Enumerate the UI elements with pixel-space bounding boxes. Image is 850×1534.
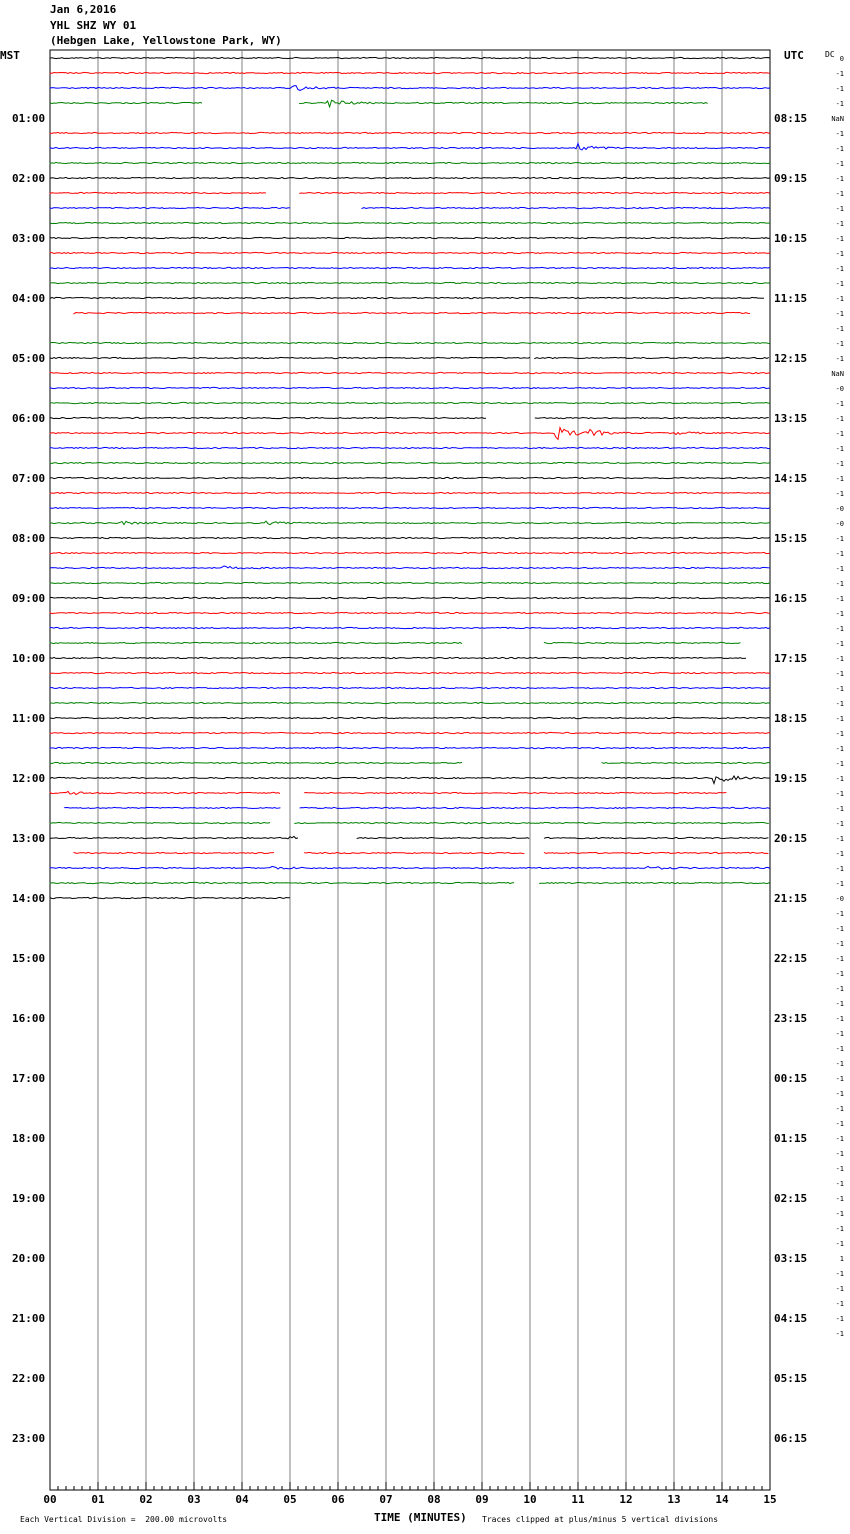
dc-offset-label: -1 (835, 595, 844, 603)
dc-offset-label: -1 (835, 835, 844, 843)
dc-offset-label: -1 (835, 445, 844, 453)
dc-offset-label: -1 (835, 415, 844, 423)
dc-offset-label: -1 (835, 550, 844, 558)
trace-line (64, 807, 280, 808)
utc-hour-label: 16:15 (774, 592, 808, 605)
mst-hour-label: 04:00 (12, 292, 46, 305)
trace-line (50, 762, 462, 763)
dc-offset-label: -1 (835, 175, 844, 183)
trace-line (50, 732, 770, 733)
x-tick-label: 08 (427, 1493, 441, 1506)
x-tick-label: 02 (139, 1493, 153, 1506)
trace-line (50, 866, 770, 869)
dc-offset-label: -1 (835, 910, 844, 918)
plot-date: Jan 6,2016 (50, 3, 117, 16)
station-location: (Hebgen Lake, Yellowstone Park, WY) (50, 34, 282, 47)
dc-offset-label: -1 (835, 490, 844, 498)
trace-line (535, 417, 769, 418)
dc-offset-label: -1 (835, 1060, 844, 1068)
trace-line (50, 86, 770, 91)
mst-hour-label: 08:00 (12, 532, 46, 545)
mst-hour-label: 05:00 (12, 352, 46, 365)
dc-offset-label: -1 (835, 160, 844, 168)
mst-axis-label: MST (0, 49, 20, 62)
trace-line (50, 791, 280, 794)
dc-offset-label: -1 (835, 220, 844, 228)
trace-line (50, 477, 770, 478)
mst-hour-label: 18:00 (12, 1132, 46, 1145)
dc-offset-label: -1 (835, 925, 844, 933)
dc-offset-label: -1 (835, 250, 844, 258)
trace-line (300, 100, 708, 107)
utc-hour-label: 10:15 (774, 232, 808, 245)
trace-line (74, 312, 750, 313)
clip-note: Traces clipped at plus/minus 5 vertical divisions (482, 1515, 719, 1524)
trace-line (50, 162, 770, 163)
trace-line (50, 552, 770, 553)
x-axis-title: TIME (MINUTES) (374, 1511, 467, 1524)
trace-line (50, 462, 770, 463)
utc-hour-label: 01:15 (774, 1132, 808, 1145)
dc-offset-label: -1 (835, 1105, 844, 1113)
dc-offset-label: -1 (835, 355, 844, 363)
utc-hour-label: 14:15 (774, 472, 808, 485)
trace-line (50, 507, 770, 508)
dc-offset-label: NaN (831, 115, 844, 123)
utc-hour-label: 00:15 (774, 1072, 808, 1085)
trace-line (50, 776, 770, 784)
x-tick-label: 05 (283, 1493, 297, 1506)
plot-frame (50, 50, 770, 1490)
dc-offset-label: 0 (839, 55, 844, 63)
utc-axis-label: UTC (784, 49, 804, 62)
dc-offset-label: -0 (835, 895, 844, 903)
trace-line (50, 207, 290, 208)
trace-line (50, 222, 770, 223)
mst-hour-label: 21:00 (12, 1312, 46, 1325)
dc-offset-label: -1 (835, 985, 844, 993)
mst-hour-label: 19:00 (12, 1192, 46, 1205)
trace-line (50, 192, 266, 193)
dc-offset-label: NaN (831, 370, 844, 378)
x-tick-label: 00 (43, 1493, 57, 1506)
utc-hour-label: 02:15 (774, 1192, 808, 1205)
x-tick-label: 01 (91, 1493, 105, 1506)
trace-line (50, 177, 770, 178)
dc-offset-label: -1 (835, 1000, 844, 1008)
trace-line (50, 521, 770, 525)
trace-line (50, 822, 270, 823)
dc-column-label: DC (825, 50, 835, 59)
dc-offset-label: -1 (835, 970, 844, 978)
trace-line (362, 207, 770, 208)
trace-line (50, 72, 770, 73)
x-tick-label: 14 (715, 1493, 729, 1506)
trace-line (50, 672, 770, 673)
trace-line (357, 837, 529, 838)
mst-hour-label: 12:00 (12, 772, 46, 785)
dc-offset-label: -1 (835, 70, 844, 78)
mst-hour-label: 20:00 (12, 1252, 46, 1265)
seismic-traces (50, 57, 770, 898)
mst-hour-label: 09:00 (12, 592, 46, 605)
trace-line (50, 342, 770, 343)
x-tick-label: 04 (235, 1493, 249, 1506)
mst-hour-label: 03:00 (12, 232, 46, 245)
x-tick-label: 13 (667, 1493, 681, 1506)
x-tick-label: 06 (331, 1493, 345, 1506)
mst-hour-label: 01:00 (12, 112, 46, 125)
dc-offset-label: -1 (835, 295, 844, 303)
dc-offset-label: -1 (835, 880, 844, 888)
utc-hour-label: 05:15 (774, 1372, 808, 1385)
trace-line (50, 237, 770, 238)
dc-offset-label: -1 (835, 430, 844, 438)
dc-offset-label: -1 (835, 1150, 844, 1158)
x-tick-label: 07 (379, 1493, 393, 1506)
dc-offset-label: -1 (835, 760, 844, 768)
trace-line (300, 807, 770, 808)
dc-offset-label: -1 (835, 580, 844, 588)
trace-line (602, 762, 770, 763)
trace-line (50, 492, 770, 493)
dc-offset-label: -1 (835, 310, 844, 318)
dc-offset-label: -1 (835, 730, 844, 738)
trace-line (50, 836, 298, 838)
utc-hour-label: 09:15 (774, 172, 808, 185)
dc-offset-label: -1 (835, 1300, 844, 1308)
dc-offset-label: -1 (835, 685, 844, 693)
dc-offset-label: -1 (835, 610, 844, 618)
dc-offset-label: -1 (835, 805, 844, 813)
dc-offset-labels (831, 55, 844, 1338)
dc-offset-label: -1 (835, 1120, 844, 1128)
trace-line (50, 747, 770, 748)
dc-offset-label: -1 (835, 400, 844, 408)
trace-line (50, 882, 514, 883)
trace-line (50, 566, 770, 569)
dc-offset-label: -1 (835, 1075, 844, 1083)
vertical-division-note: Each Vertical Division = 200.00 microvolts (20, 1515, 228, 1524)
dc-offset-label: -1 (835, 775, 844, 783)
dc-offset-label: -1 (835, 640, 844, 648)
utc-hour-label: 19:15 (774, 772, 808, 785)
trace-line (50, 144, 770, 150)
mst-hour-label: 10:00 (12, 652, 46, 665)
trace-line (304, 792, 726, 793)
trace-line (50, 702, 770, 703)
dc-offset-label: -1 (835, 1330, 844, 1338)
utc-hour-label: 23:15 (774, 1012, 808, 1025)
dc-offset-label: -1 (835, 820, 844, 828)
trace-line (50, 282, 770, 283)
trace-line (50, 537, 770, 538)
dc-offset-label: -1 (835, 340, 844, 348)
trace-line (50, 297, 764, 298)
mst-hour-label: 17:00 (12, 1072, 46, 1085)
dc-offset-label: -1 (835, 745, 844, 753)
dc-offset-label: -1 (835, 1240, 844, 1248)
trace-line (304, 852, 524, 853)
trace-line (50, 402, 770, 403)
trace-line (50, 252, 770, 253)
time-gridlines (50, 50, 770, 1490)
mst-hour-label: 13:00 (12, 832, 46, 845)
dc-offset-label: -1 (835, 715, 844, 723)
dc-offset-label: -1 (835, 565, 844, 573)
dc-offset-label: -1 (835, 190, 844, 198)
mst-hour-label: 14:00 (12, 892, 46, 905)
utc-hour-label: 20:15 (774, 832, 808, 845)
trace-line (50, 687, 770, 688)
utc-hour-label: 06:15 (774, 1432, 808, 1445)
trace-line (50, 267, 770, 268)
x-tick-label: 12 (619, 1493, 633, 1506)
x-axis (43, 1482, 776, 1506)
utc-hour-label: 11:15 (774, 292, 808, 305)
x-tick-label: 10 (523, 1493, 537, 1506)
dc-offset-label: -1 (835, 1195, 844, 1203)
dc-offset-label: -1 (835, 625, 844, 633)
dc-offset-label: -1 (835, 1045, 844, 1053)
mst-hour-label: 06:00 (12, 412, 46, 425)
utc-hour-label: 04:15 (774, 1312, 808, 1325)
dc-offset-label: -1 (835, 235, 844, 243)
dc-offset-label: 1 (839, 1255, 844, 1263)
mst-hour-label: 11:00 (12, 712, 46, 725)
dc-offset-label: -1 (835, 265, 844, 273)
dc-offset-label: -1 (835, 1225, 844, 1233)
trace-line (50, 447, 770, 448)
trace-line (50, 582, 770, 583)
dc-offset-label: -1 (835, 535, 844, 543)
mst-hour-label: 16:00 (12, 1012, 46, 1025)
utc-hour-label: 12:15 (774, 352, 808, 365)
dc-offset-label: -1 (835, 865, 844, 873)
dc-offset-label: -1 (835, 1285, 844, 1293)
trace-line (50, 897, 290, 898)
trace-line (74, 852, 274, 853)
dc-offset-label: -1 (835, 1015, 844, 1023)
dc-offset-label: -1 (835, 85, 844, 93)
dc-offset-label: -1 (835, 700, 844, 708)
utc-hour-label: 13:15 (774, 412, 808, 425)
utc-hour-label: 17:15 (774, 652, 808, 665)
trace-line (50, 357, 530, 358)
trace-line (50, 597, 770, 598)
dc-offset-label: -1 (835, 850, 844, 858)
dc-offset-label: -0 (835, 520, 844, 528)
mst-hour-label: 15:00 (12, 952, 46, 965)
dc-offset-label: -1 (835, 655, 844, 663)
dc-offset-label: -1 (835, 940, 844, 948)
mst-hour-label: 07:00 (12, 472, 46, 485)
trace-line (50, 387, 770, 388)
dc-offset-label: -0 (835, 385, 844, 393)
dc-offset-label: -1 (835, 205, 844, 213)
dc-offset-label: -1 (835, 475, 844, 483)
utc-hour-label: 22:15 (774, 952, 808, 965)
trace-line (295, 822, 769, 823)
trace-line (50, 428, 770, 440)
trace-line (540, 882, 770, 883)
x-tick-label: 03 (187, 1493, 201, 1506)
dc-offset-label: -1 (835, 1090, 844, 1098)
trace-line (50, 717, 770, 718)
trace-line (50, 642, 462, 643)
trace-line (50, 627, 770, 628)
dc-offset-label: -1 (835, 130, 844, 138)
station-code: YHL SHZ WY 01 (50, 19, 137, 32)
dc-offset-label: -1 (835, 1270, 844, 1278)
dc-offset-label: -1 (835, 100, 844, 108)
dc-offset-label: -1 (835, 460, 844, 468)
mst-hour-label: 22:00 (12, 1372, 46, 1385)
trace-line (50, 372, 770, 373)
trace-line (300, 192, 770, 193)
mst-hour-label: 23:00 (12, 1432, 46, 1445)
dc-offset-label: -1 (835, 1135, 844, 1143)
trace-line (50, 102, 202, 103)
dc-offset-label: -1 (835, 1180, 844, 1188)
dc-offset-label: -1 (835, 1030, 844, 1038)
dc-offset-label: -1 (835, 325, 844, 333)
trace-line (50, 132, 770, 133)
trace-line (50, 657, 746, 658)
utc-hour-label: 03:15 (774, 1252, 808, 1265)
dc-offset-label: -1 (835, 1165, 844, 1173)
mst-hour-label: 02:00 (12, 172, 46, 185)
trace-line (535, 357, 769, 358)
trace-line (50, 57, 770, 58)
dc-offset-label: -1 (835, 790, 844, 798)
dc-offset-label: -1 (835, 145, 844, 153)
trace-line (544, 642, 740, 643)
dc-offset-label: -1 (835, 1210, 844, 1218)
trace-line (50, 612, 770, 613)
dc-offset-label: -1 (835, 955, 844, 963)
x-tick-label: 15 (763, 1493, 777, 1506)
utc-hour-label: 18:15 (774, 712, 808, 725)
utc-hour-label: 21:15 (774, 892, 808, 905)
x-tick-label: 09 (475, 1493, 489, 1506)
utc-hour-label: 08:15 (774, 112, 808, 125)
dc-offset-label: -0 (835, 505, 844, 513)
dc-offset-label: -1 (835, 670, 844, 678)
dc-offset-label: -1 (835, 280, 844, 288)
trace-line (50, 417, 486, 418)
dc-offset-label: -1 (835, 1315, 844, 1323)
utc-hour-label: 15:15 (774, 532, 808, 545)
x-tick-label: 11 (571, 1493, 585, 1506)
